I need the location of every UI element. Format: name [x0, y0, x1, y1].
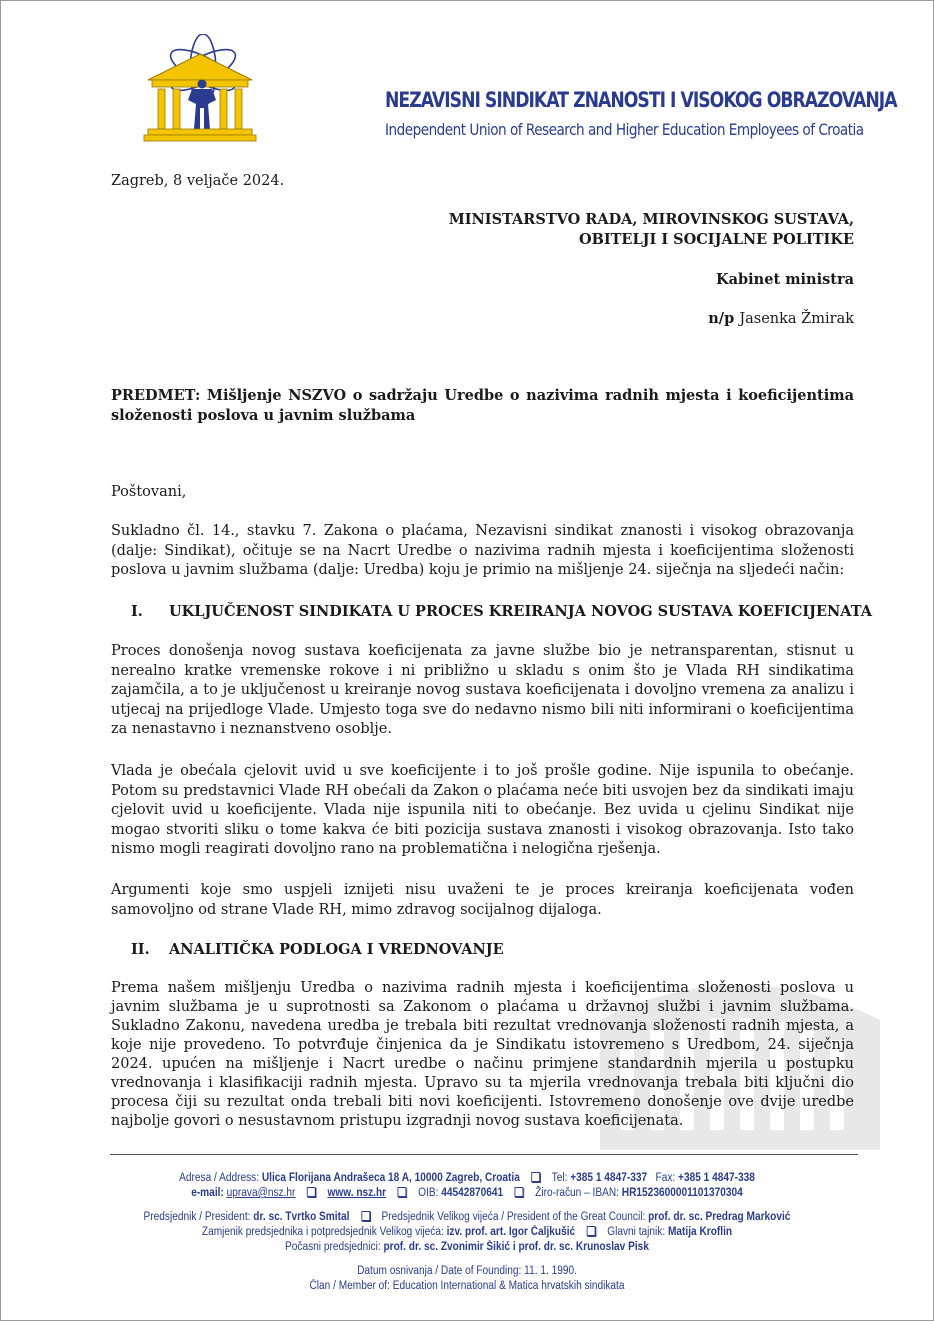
address: Ulica Florijana Andrašeca 18 A, 10000 Zagreb, Croatia	[261, 1172, 520, 1184]
honorary-label: Počasni predsjednici:	[285, 1241, 381, 1253]
org-name-english: Independent Union of Research and Higher Education Employees of Croatia	[385, 120, 864, 139]
president: dr. sc. Tvrtko Smital	[253, 1211, 350, 1223]
section-1-title: UKLJUČENOST SINDIKATA U PROCES KREIRANJA NOVOG SUSTAVA KOEFICIJENATA	[169, 603, 873, 620]
deputies-label: Zamjenik predsjednika i potpredsjednik Velikog vijeća:	[201, 1226, 444, 1238]
secretary-label: Glavni tajnik:	[607, 1226, 666, 1238]
attention-label: n/p	[708, 310, 735, 327]
footer-deputies-line	[56, 1226, 878, 1238]
deputies: izv. prof. art. Igor Čaljkušić	[446, 1226, 576, 1238]
member-label: Član / Member of:	[309, 1280, 390, 1292]
separator-icon	[307, 1187, 316, 1197]
footer-address-line	[56, 1172, 878, 1184]
recipient-attention	[708, 309, 854, 330]
separator-icon	[361, 1211, 370, 1221]
iban: HR1523600001101370304	[621, 1187, 743, 1199]
email-label: e-mail:	[191, 1187, 224, 1199]
address-label: Adresa / Address:	[179, 1172, 260, 1184]
greeting: Poštovani,	[111, 484, 187, 500]
member-of: Education International & Matica hrvatskih sindikata	[392, 1280, 625, 1292]
fax: +385 1 4847-338	[678, 1172, 755, 1184]
separator-icon	[398, 1187, 407, 1197]
secretary: Matija Kroflin	[667, 1226, 733, 1238]
tel: +385 1 4847-337	[570, 1172, 648, 1184]
attention-name: Jasenka Žmirak	[739, 311, 854, 327]
separator-icon	[515, 1187, 524, 1197]
section-2-heading	[131, 940, 504, 960]
footer-member-line	[56, 1280, 878, 1292]
footer-president-line	[56, 1211, 878, 1223]
section-1-paragraph-2: Vlada je obećala cjelovit uvid u sve koeficijente i to još prošle godine. Nije ispunila to obećanje. Potom su predstavnici Vlade RH obećali da Zakon o plaćama neće biti usvojen bez da sindikati imaju cjelovit uvid u koeficijente. Vlada nije ispunila niti to obećanje. Bez uvida u cjelinu Sindikat nije mogao stvoriti sliku o tome kakva će biti pozicija sustava znanosti i visokog obrazovanja. Isto tako nismo mogli reagirati dovoljno rano na problematična i nelogična rješenja.	[111, 763, 854, 857]
founding-date: 11. 1. 1990.	[524, 1265, 577, 1277]
oib-label: OIB:	[418, 1187, 439, 1199]
separator-icon	[531, 1172, 540, 1182]
section-2-title: ANALITIČKA PODLOGA I VREDNOVANJE	[169, 941, 504, 958]
letter-date: Zagreb, 8 veljače 2024.	[111, 173, 285, 189]
founding-label: Datum osnivanja / Date of Founding:	[357, 1265, 522, 1277]
subject	[111, 386, 854, 425]
council-president: prof. dr. sc. Predrag Marković	[648, 1211, 791, 1223]
footer-contact-line	[56, 1187, 878, 1199]
recipient-office: Kabinet ministra	[716, 271, 854, 288]
oib: 44542870641	[441, 1187, 504, 1199]
president-label: Predsjednik / President:	[143, 1211, 251, 1223]
section-1-number: I.	[131, 603, 143, 620]
footer-divider	[110, 1154, 858, 1155]
separator-icon	[587, 1226, 596, 1236]
intro-paragraph: Sukladno čl. 14., stavku 7. Zakona o plaćama, Nezavisni sindikat znanosti i visokog obrazovanja (dalje: Sindikat), očituje se na Nacrt Uredbe o nazivima radnih mjesta i koeficijentima složenosti poslova u javnim službama (dalje: Uredba) koju je primio na mišljenje 24. siječnja na sljedeći način:	[111, 523, 854, 578]
section-1-paragraph-1: Proces donošenja novog sustava koeficijenata za javne službe bio je netransparentan, stisnut u nerealno kratke vremenske rokove i ni približno u skladu s onim što je Vlada RH sindikatima zajamčila, a to je uključenost u kreiranje novog sustava koeficijenata i dovoljno vremena za analizu i utjecaj na prijedloge Vlade. Umjesto toga sve do nedavno nismo bili niti informirani o koeficijentima za nenastavno i neznanstveno osoblje.	[111, 643, 854, 737]
section-1-heading	[131, 602, 872, 622]
subject-label: PREDMET:	[111, 387, 201, 404]
section-2-paragraph-1: Prema našem mišljenju Uredba o nazivima radnih mjesta i koeficijentima složenosti poslova u javnim službama je u suprotnosti sa Zakonom o plaćama u državnoj službi i javnim službama. Sukladno Zakonu, navedena uredba je trebala biti rezultat vrednovanja složenosti radnih mjesta, a koje nije provedeno. To potvrđuje činjenica da je Sindikatu istovremeno s Uredbom, 24. siječnja 2024. upućen na mišljenje i Nacrt uredbe o načinu primjene standardnih mjerila u postupku vrednovanja i klasifikaciji radnih mjesta. Upravo su ta mjerila vrednovanja trebala biti ključni dio procesa čiji su rezultat onda trebali biti novi koeficijenti. Istovremeno donošenje ove dvije uredbe najbolje govori o nesustavnom pristupu izgradnji novog sustava koeficijenata.	[111, 980, 854, 1129]
email-link[interactable]: uprava@nsz.hr	[226, 1187, 296, 1199]
honorary-presidents: prof. dr. sc. Zvonimir Šikić i prof. dr. sc. Krunoslav Pisk	[383, 1241, 649, 1253]
footer-founding-line	[56, 1265, 878, 1277]
footer-honorary-line	[56, 1241, 878, 1253]
fax-label: Fax:	[655, 1172, 676, 1184]
subject-text: Mišljenje NSZVO o sadržaju Uredbe o nazivima radnih mjesta i koeficijentima složenosti poslova u javnim službama	[111, 387, 854, 424]
section-2-number: II.	[131, 941, 150, 958]
tel-label: Tel:	[551, 1172, 568, 1184]
council-label: Predsjednik Velikog vijeća / President of the Great Council:	[381, 1211, 646, 1223]
org-name: NEZAVISNI SINDIKAT ZNANOSTI I VISOKOG OBRAZOVANJA	[385, 88, 897, 112]
iban-label: Žiro-račun – IBAN:	[535, 1187, 619, 1199]
recipient-line-2: OBITELJI I SOCIJALNE POLITIKE	[578, 231, 854, 248]
website-link[interactable]: www. nsz.hr	[327, 1187, 387, 1199]
union-logo-icon	[140, 34, 260, 154]
section-1-paragraph-3: Argumenti koje smo uspjeli iznijeti nisu uvaženi te je proces kreiranja koeficijenata vođen samovoljno od strane Vlade RH, mimo zdravog socijalnog dijaloga.	[111, 882, 854, 918]
recipient-line-1: MINISTARSTVO RADA, MIROVINSKOG SUSTAVA,	[448, 211, 854, 228]
